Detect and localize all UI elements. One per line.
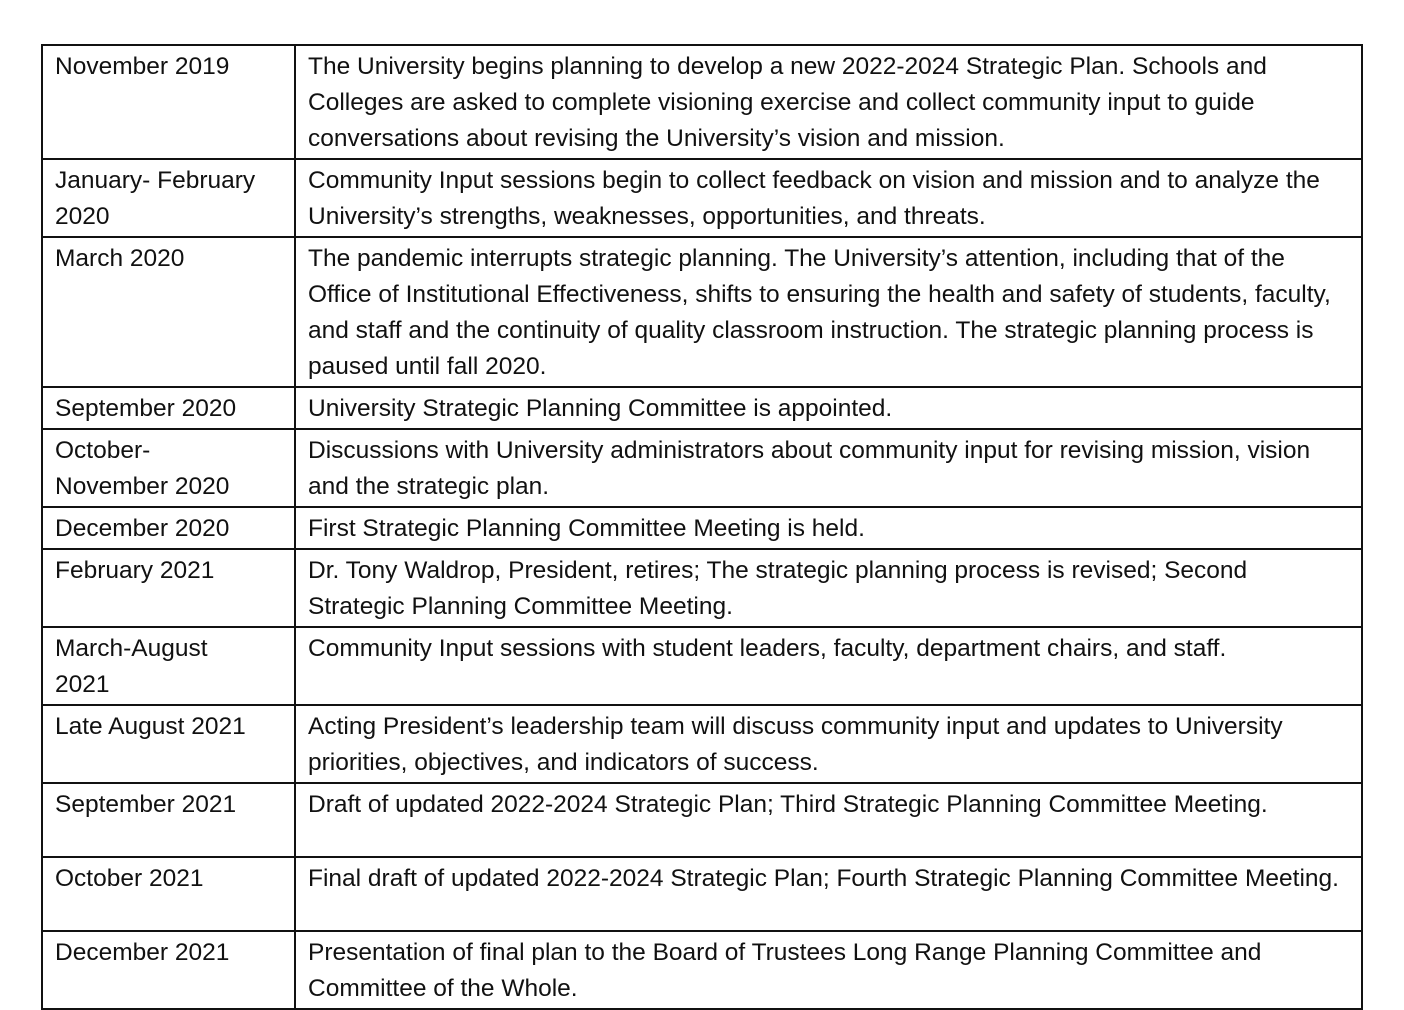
table-row bbox=[42, 429, 1362, 507]
row-event: Acting President’s leadership team will discuss community input and updates to University priorities, objectives, and indicators of success. bbox=[295, 705, 1362, 783]
table-row bbox=[42, 931, 1362, 1009]
table-row bbox=[42, 387, 1362, 429]
row-event: Community Input sessions with student leaders, faculty, department chairs, and staff. bbox=[295, 627, 1362, 705]
row-event: Presentation of final plan to the Board of Trustees Long Range Planning Committee and Committee of the Whole. bbox=[295, 931, 1362, 1009]
row-date: September 2021 bbox=[42, 783, 295, 857]
row-event: First Strategic Planning Committee Meeting is held. bbox=[295, 507, 1362, 549]
row-date: October 2021 bbox=[42, 857, 295, 931]
row-date-text: January- February 2020 bbox=[55, 167, 256, 230]
row-event: The pandemic interrupts strategic planning. The University’s attention, including that of the Office of Institutional Effectiveness, shifts to ensuring the health and safety of students, faculty, and staff and the continuity of quality classroom instruction. The strategic planning process is paused until fall 2020. bbox=[295, 237, 1362, 387]
timeline-table bbox=[41, 44, 1363, 1010]
table-row bbox=[42, 159, 1362, 237]
row-date: March 2020 bbox=[42, 237, 295, 387]
row-event: Final draft of updated 2022-2024 Strategic Plan; Fourth Strategic Planning Committee Meeting. bbox=[295, 857, 1362, 931]
table-row bbox=[42, 237, 1362, 387]
row-date: December 2021 bbox=[42, 931, 295, 1009]
row-event: University Strategic Planning Committee is appointed. bbox=[295, 387, 1362, 429]
row-date bbox=[42, 429, 295, 507]
row-date: February 2021 bbox=[42, 549, 295, 627]
table-row bbox=[42, 783, 1362, 857]
row-date bbox=[42, 159, 295, 237]
table-row bbox=[42, 507, 1362, 549]
table-row bbox=[42, 857, 1362, 931]
table-row bbox=[42, 627, 1362, 705]
row-date-text: March-August 2021 bbox=[55, 635, 208, 698]
timeline-body bbox=[42, 45, 1362, 1009]
row-date: December 2020 bbox=[42, 507, 295, 549]
row-event: Discussions with University administrators about community input for revising mission, vision and the strategic plan. bbox=[295, 429, 1362, 507]
row-event: Dr. Tony Waldrop, President, retires; The strategic planning process is revised; Second Strategic Planning Committee Meeting. bbox=[295, 549, 1362, 627]
row-date: Late August 2021 bbox=[42, 705, 295, 783]
row-event: Draft of updated 2022-2024 Strategic Plan; Third Strategic Planning Committee Meeting. bbox=[295, 783, 1362, 857]
row-event: The University begins planning to develop a new 2022-2024 Strategic Plan. Schools and Colleges are asked to complete visioning exercise and collect community input to guide conversations about revising the University’s vision and mission. bbox=[295, 45, 1362, 159]
table-row bbox=[42, 45, 1362, 159]
row-date: November 2019 bbox=[42, 45, 295, 159]
table-row bbox=[42, 549, 1362, 627]
row-date-text: October-November 2020 bbox=[55, 437, 230, 500]
row-date bbox=[42, 627, 295, 705]
row-date: September 2020 bbox=[42, 387, 295, 429]
table-row bbox=[42, 705, 1362, 783]
row-event: Community Input sessions begin to collect feedback on vision and mission and to analyze the University’s strengths, weaknesses, opportunities, and threats. bbox=[295, 159, 1362, 237]
